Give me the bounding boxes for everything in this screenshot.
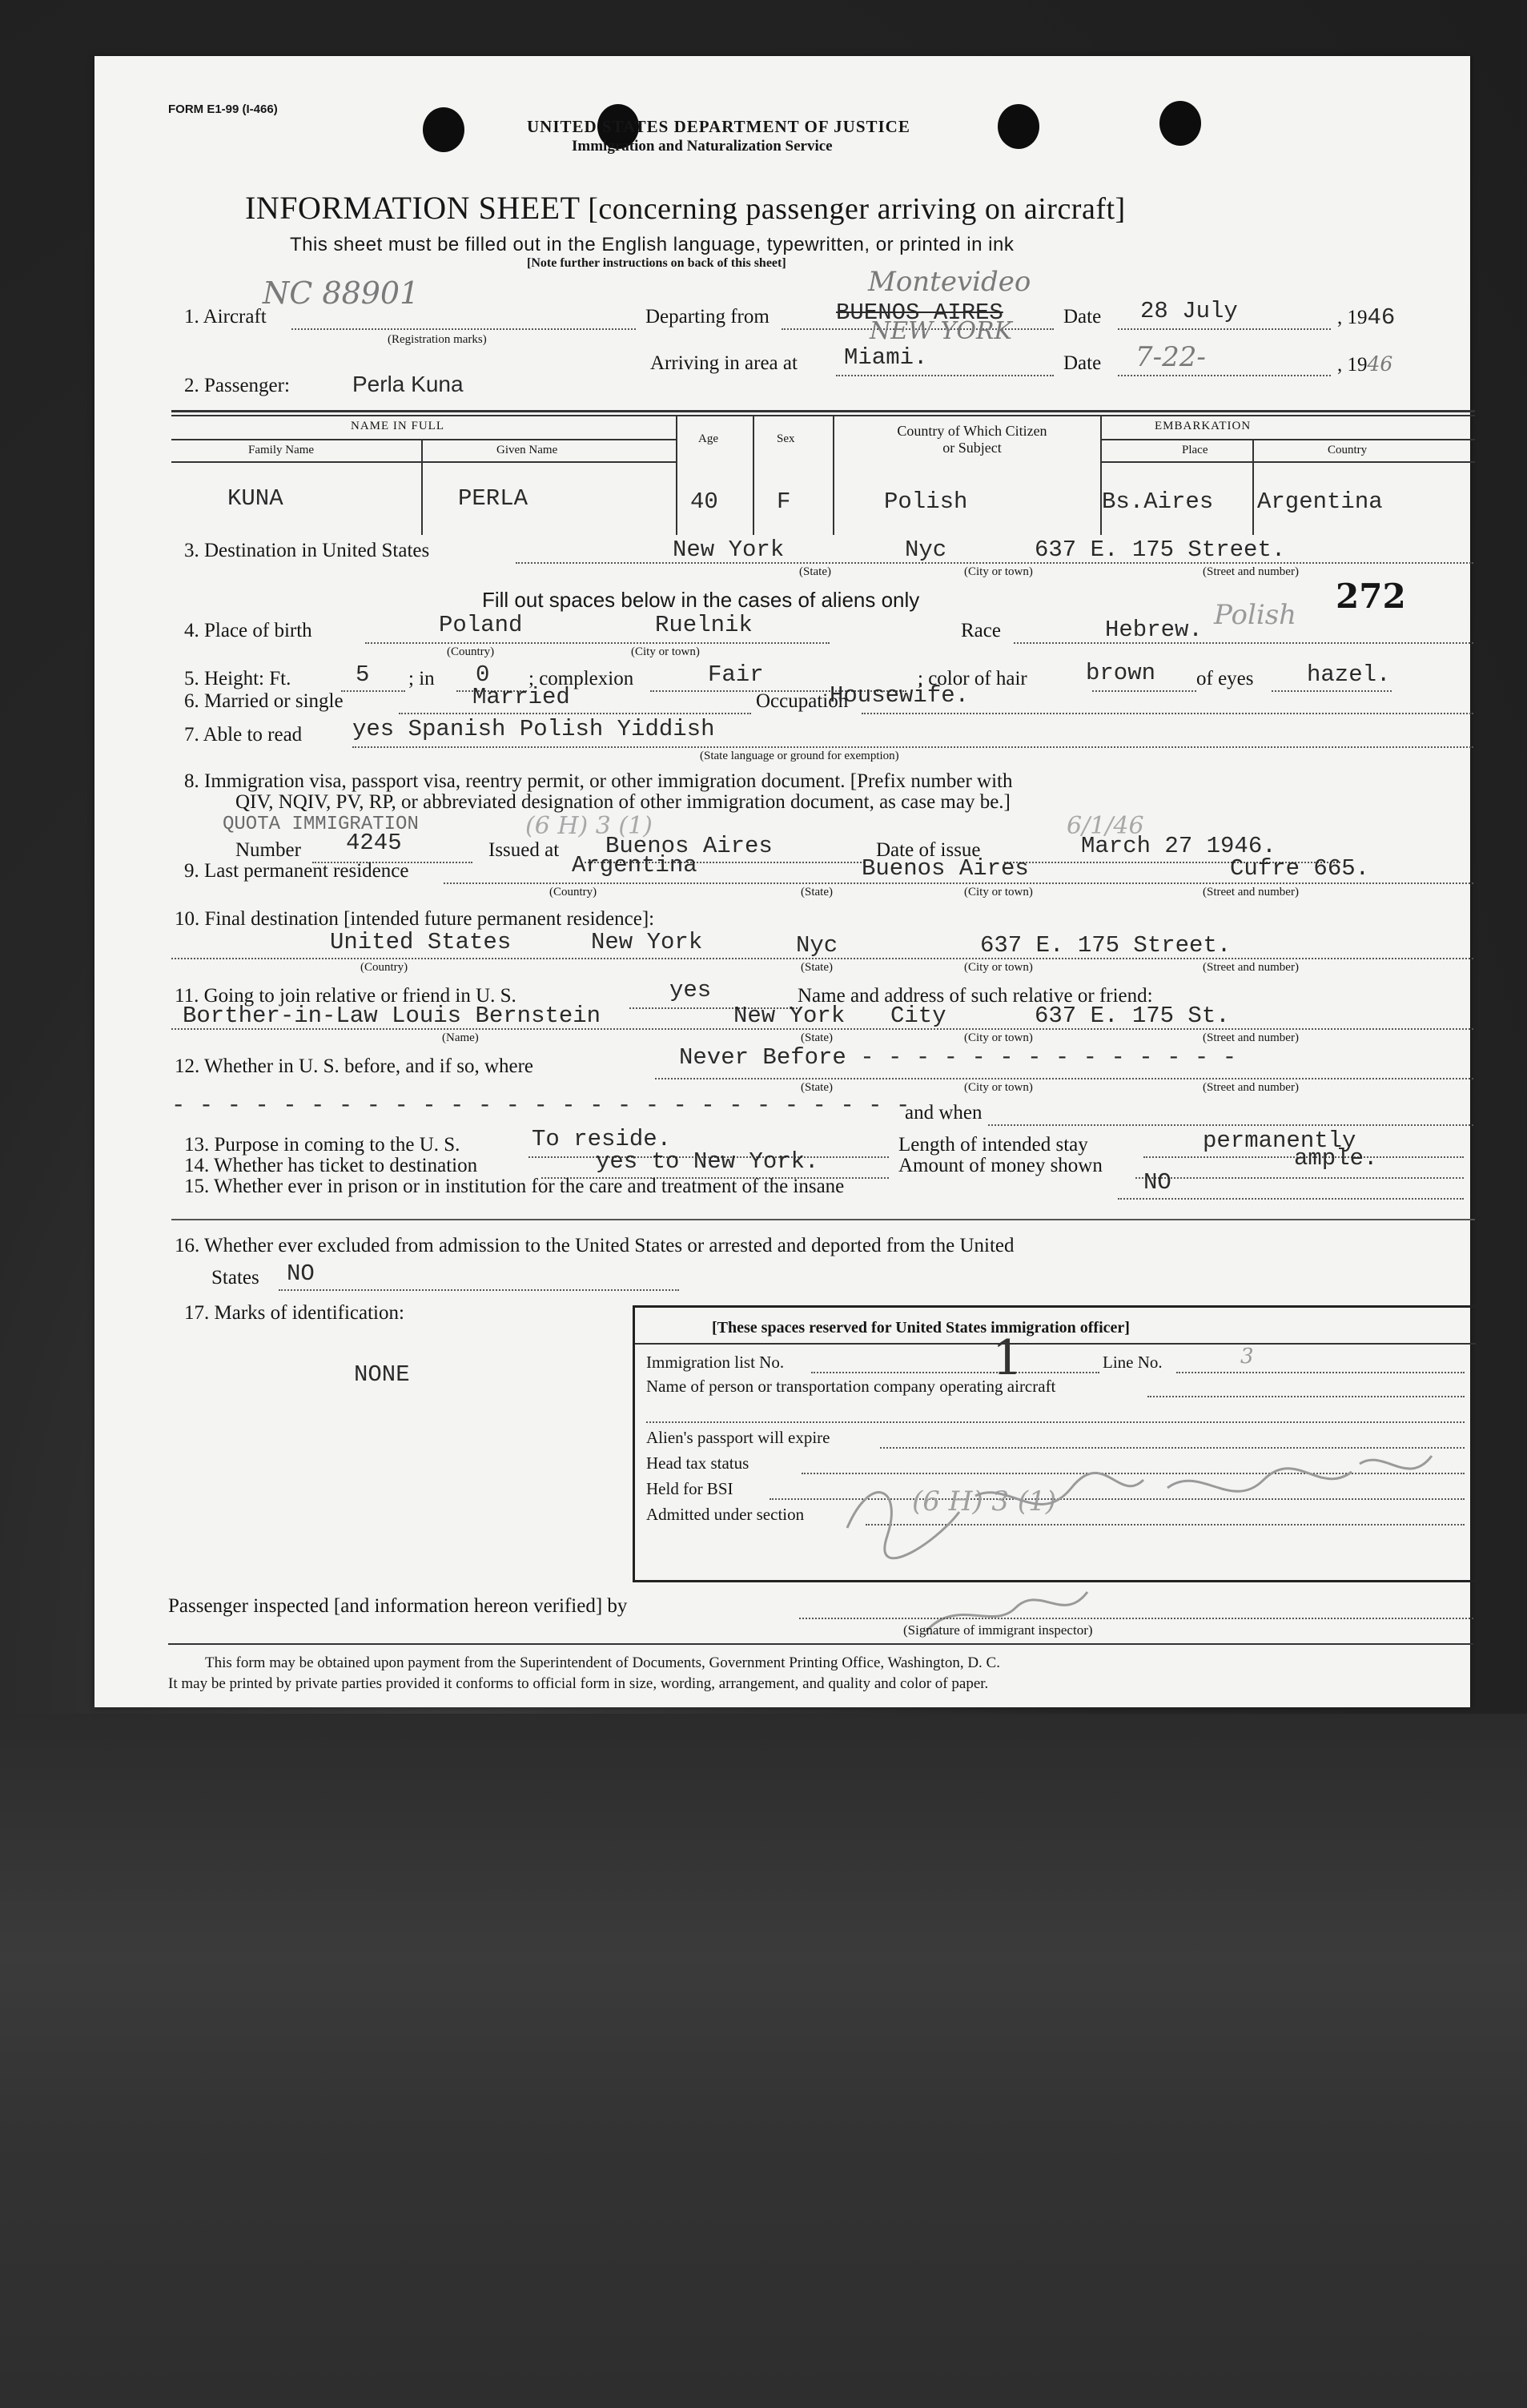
excluded-value: NO — [287, 1260, 315, 1287]
passenger-label: 2. Passenger: — [184, 375, 290, 396]
departing-handwritten: Montevideo — [868, 266, 1031, 298]
departing-year: , 1946 — [1337, 304, 1396, 331]
purpose-value: To reside. — [532, 1126, 672, 1152]
arriving-label: Arriving in area at — [650, 352, 798, 374]
height-label: 5. Height: Ft. — [184, 668, 291, 689]
punch-hole-icon — [1159, 101, 1201, 146]
last-residence-street-caption: (Street and number) — [1203, 886, 1299, 898]
citizen-value: Polish — [884, 488, 968, 515]
last-residence-state-caption: (State) — [801, 886, 833, 898]
last-residence-city: Buenos Aires — [862, 855, 1029, 882]
marks-label: 17. Marks of identification: — [184, 1302, 404, 1324]
hair-color-label: ; color of hair — [918, 668, 1027, 689]
final-destination-country-caption: (Country) — [360, 961, 408, 974]
departing-date-label: Date — [1063, 306, 1102, 328]
place-header: Place — [1182, 444, 1208, 456]
destination-street: 637 E. 175 Street. — [1035, 537, 1286, 563]
relative-name-caption: (Name) — [442, 1031, 479, 1044]
aliens-only-header: Fill out spaces below in the cases of aliens only — [482, 588, 920, 612]
occupation-label: Occupation — [756, 690, 849, 712]
service-name: Immigration and Naturalization Service — [572, 138, 833, 155]
before-street-caption: (Street and number) — [1203, 1081, 1299, 1094]
complexion-label: ; complexion — [528, 668, 634, 689]
last-residence-label: 9. Last permanent residence — [184, 860, 409, 882]
relative-name: Borther-in-Law Louis Bernstein — [183, 1003, 601, 1029]
height-feet: 5 — [356, 661, 370, 688]
given-name-header: Given Name — [496, 444, 558, 456]
citizen-header: Country of Which Citizen or Subject — [897, 423, 1047, 456]
destination-city-caption: (City or town) — [964, 565, 1033, 578]
operator-label: Name of person or transportation company operating aircraft — [646, 1377, 1056, 1396]
stay-value: permanently — [1203, 1128, 1356, 1154]
admitted-label: Admitted under section — [646, 1505, 805, 1524]
eye-color-label: of eyes — [1196, 668, 1254, 689]
page-title: INFORMATION SHEET [concerning passenger arriving on aircraft] — [245, 190, 1126, 226]
departing-struck: BUENOS AIRES — [836, 299, 1003, 326]
before-city-caption: (City or town) — [964, 1081, 1033, 1094]
inches-label: ; in — [408, 668, 435, 689]
visa-type: QUOTA IMMIGRATION — [223, 814, 419, 835]
excluded-label-line2: States — [211, 1267, 259, 1288]
marital-label: 6. Married or single — [184, 690, 344, 712]
arriving-date-label: Date — [1063, 352, 1102, 374]
final-destination-street-caption: (Street and number) — [1203, 961, 1299, 974]
visa-label-line1: 8. Immigration visa, passport visa, reentry permit, or other immigration document. [Prefix number with — [184, 770, 1013, 792]
passenger-name: Perla Kuna — [352, 372, 464, 396]
family-name-value: KUNA — [227, 485, 283, 512]
last-residence-country-caption: (Country) — [549, 886, 597, 898]
occupation-value: Housewife. — [830, 682, 970, 709]
complexion-value: Fair — [708, 661, 764, 688]
race-value: Hebrew. — [1105, 617, 1203, 643]
relative-address-label: Name and address of such relative or friend: — [798, 985, 1153, 1007]
visa-handwritten-note: (6 H) 3 (1) — [525, 812, 653, 840]
ticket-value: yes to New York. — [596, 1148, 819, 1175]
embarkation-country-header: Country — [1328, 444, 1368, 456]
final-destination-state-caption: (State) — [801, 961, 833, 974]
punch-hole-icon — [423, 107, 464, 152]
age-header: Age — [698, 432, 718, 445]
officer-box-header: [These spaces reserved for United States immigration officer] — [712, 1319, 1130, 1337]
final-destination-street: 637 E. 175 Street. — [980, 932, 1232, 959]
punch-hole-icon — [998, 104, 1039, 149]
relative-state: New York — [733, 1003, 846, 1029]
inspection-label: Passenger inspected [and information hereon verified] by — [168, 1595, 628, 1617]
purpose-label: 13. Purpose in coming to the U. S. — [184, 1134, 460, 1156]
registration-caption: (Registration marks) — [388, 333, 487, 346]
relative-city: City — [890, 1003, 946, 1029]
excluded-label-line1: 16. Whether ever excluded from admission to the United States or arrested and deported from the United — [175, 1235, 1015, 1256]
height-inches: 0 — [476, 661, 490, 688]
final-destination-city-caption: (City or town) — [964, 961, 1033, 974]
birth-country-caption: (Country) — [447, 645, 495, 658]
before-dashes: - - - - - - - - - - - - - - - - - - - - - - - - - - - — [171, 1092, 910, 1119]
aircraft-registration: NC 88901 — [263, 275, 420, 311]
relative-joining-value: yes — [669, 977, 712, 1003]
form-number: FORM E1-99 (I-466) — [168, 103, 278, 116]
arriving-date: 7-22- — [1135, 341, 1206, 373]
before-state-caption: (State) — [801, 1081, 833, 1094]
issue-date-value: March 27 1946. — [1081, 833, 1276, 859]
destination-city: Nyc — [905, 537, 947, 563]
birth-city-caption: (City or town) — [631, 645, 700, 658]
and-when-label: and when — [905, 1102, 983, 1124]
read-value: yes Spanish Polish Yiddish — [352, 716, 715, 742]
visa-number-label: Number — [235, 839, 301, 861]
departing-date: 28 July — [1140, 298, 1238, 324]
passport-expire-label: Alien's passport will expire — [646, 1428, 830, 1447]
destination-state-caption: (State) — [799, 565, 831, 578]
microfilm-lower-area — [0, 1714, 1527, 2408]
admitted-handwritten: (6 H) 3 (1) — [912, 1485, 1057, 1518]
issue-date-label: Date of issue — [876, 839, 981, 861]
ticket-label: 14. Whether has ticket to destination — [184, 1155, 478, 1176]
read-caption: (State language or ground for exemption) — [700, 750, 899, 762]
instruction-text: This sheet must be filled out in the English language, typewritten, or printed in ink — [290, 234, 1015, 255]
final-destination-city: Nyc — [796, 932, 838, 959]
departing-label: Departing from — [645, 306, 770, 328]
footer-line1: This form may be obtained upon payment from the Superintendent of Documents, Government Printing Office, Washington, D. C. — [205, 1654, 1000, 1671]
issued-at-value: Buenos Aires — [605, 833, 773, 859]
footer-line2: It may be printed by private parties provided it conforms to official form in size, wording, arrangement, and quality and color of paper. — [168, 1675, 989, 1692]
last-residence-country: Argentina — [572, 852, 697, 878]
final-destination-country: United States — [330, 929, 512, 955]
relative-street-caption: (Street and number) — [1203, 1031, 1299, 1044]
age-value: 40 — [690, 488, 718, 515]
before-label: 12. Whether in U. S. before, and if so, where — [175, 1055, 534, 1077]
arriving-typed: Miami. — [844, 344, 928, 371]
sex-header: Sex — [777, 432, 795, 445]
relative-state-caption: (State) — [801, 1031, 833, 1044]
prison-label: 15. Whether ever in prison or in institution for the care and treatment of the insane — [184, 1176, 845, 1197]
inspector-signature-caption: (Signature of immigrant inspector) — [903, 1622, 1093, 1638]
head-tax-label: Head tax status — [646, 1453, 749, 1473]
immigration-list-value: 1 — [992, 1330, 1023, 1386]
given-name-value: PERLA — [458, 485, 528, 512]
money-label: Amount of money shown — [898, 1155, 1103, 1176]
issued-at-label: Issued at — [488, 839, 560, 861]
signature-scribble-icon — [799, 1392, 1456, 1632]
destination-label: 3. Destination in United States — [184, 540, 430, 561]
page-stamp-number: 272 — [1336, 577, 1406, 616]
read-label: 7. Able to read — [184, 724, 303, 746]
arriving-year: , 1946 — [1337, 352, 1393, 376]
hair-color-value: brown — [1086, 660, 1156, 686]
bsi-label: Held for BSI — [646, 1479, 733, 1498]
destination-street-caption: (Street and number) — [1203, 565, 1299, 578]
final-destination-label: 10. Final destination [intended future permanent residence]: — [175, 908, 655, 930]
race-label: Race — [961, 620, 1001, 641]
arriving-handwritten: NEW YORK — [870, 317, 1012, 345]
embarkation-place-value: Bs.Aires — [1102, 488, 1214, 515]
relative-street: 637 E. 175 St. — [1035, 1003, 1230, 1029]
before-value: Never Before - - - - - - - - - - - - - - — [679, 1044, 1237, 1071]
last-residence-street: Cufre 665. — [1230, 855, 1370, 882]
information-sheet — [94, 56, 1470, 1707]
eye-color-value: hazel. — [1307, 661, 1391, 688]
line-number-value: 3 — [1240, 1345, 1254, 1369]
birth-country: Poland — [439, 612, 523, 638]
marital-value: Married — [472, 684, 570, 710]
stay-label: Length of intended stay — [898, 1134, 1088, 1156]
aircraft-label: 1. Aircraft — [184, 306, 267, 328]
prison-value: NO — [1143, 1169, 1171, 1196]
relative-city-caption: (City or town) — [964, 1031, 1033, 1044]
birth-label: 4. Place of birth — [184, 620, 312, 641]
instruction-note: [Note further instructions on back of this sheet] — [527, 256, 786, 270]
agency-name: UNITED STATES DEPARTMENT OF JUSTICE — [527, 117, 910, 136]
destination-state: New York — [673, 537, 785, 563]
visa-label-line2: QIV, NQIV, PV, RP, or abbreviated designation of other immigration document, as case may be.] — [235, 791, 1011, 813]
sex-value: F — [777, 488, 791, 515]
relative-label: 11. Going to join relative or friend in U. S. — [175, 985, 516, 1007]
embarkation-header: EMBARKATION — [1155, 420, 1252, 432]
family-name-header: Family Name — [248, 444, 315, 456]
money-value: ample. — [1294, 1145, 1378, 1172]
line-number-label: Line No. — [1103, 1353, 1163, 1372]
name-in-full-header: NAME IN FULL — [351, 420, 444, 432]
embarkation-country-value: Argentina — [1257, 488, 1383, 515]
marks-value: NONE — [354, 1361, 410, 1388]
birth-city: Ruelnik — [655, 612, 753, 638]
visa-handwritten-date: 6/1/46 — [1067, 812, 1144, 840]
visa-number: 4245 — [346, 830, 402, 856]
final-destination-state: New York — [591, 929, 703, 955]
immigration-list-label: Immigration list No. — [646, 1353, 785, 1372]
race-handwritten: Polish — [1214, 599, 1297, 631]
last-residence-city-caption: (City or town) — [964, 886, 1033, 898]
